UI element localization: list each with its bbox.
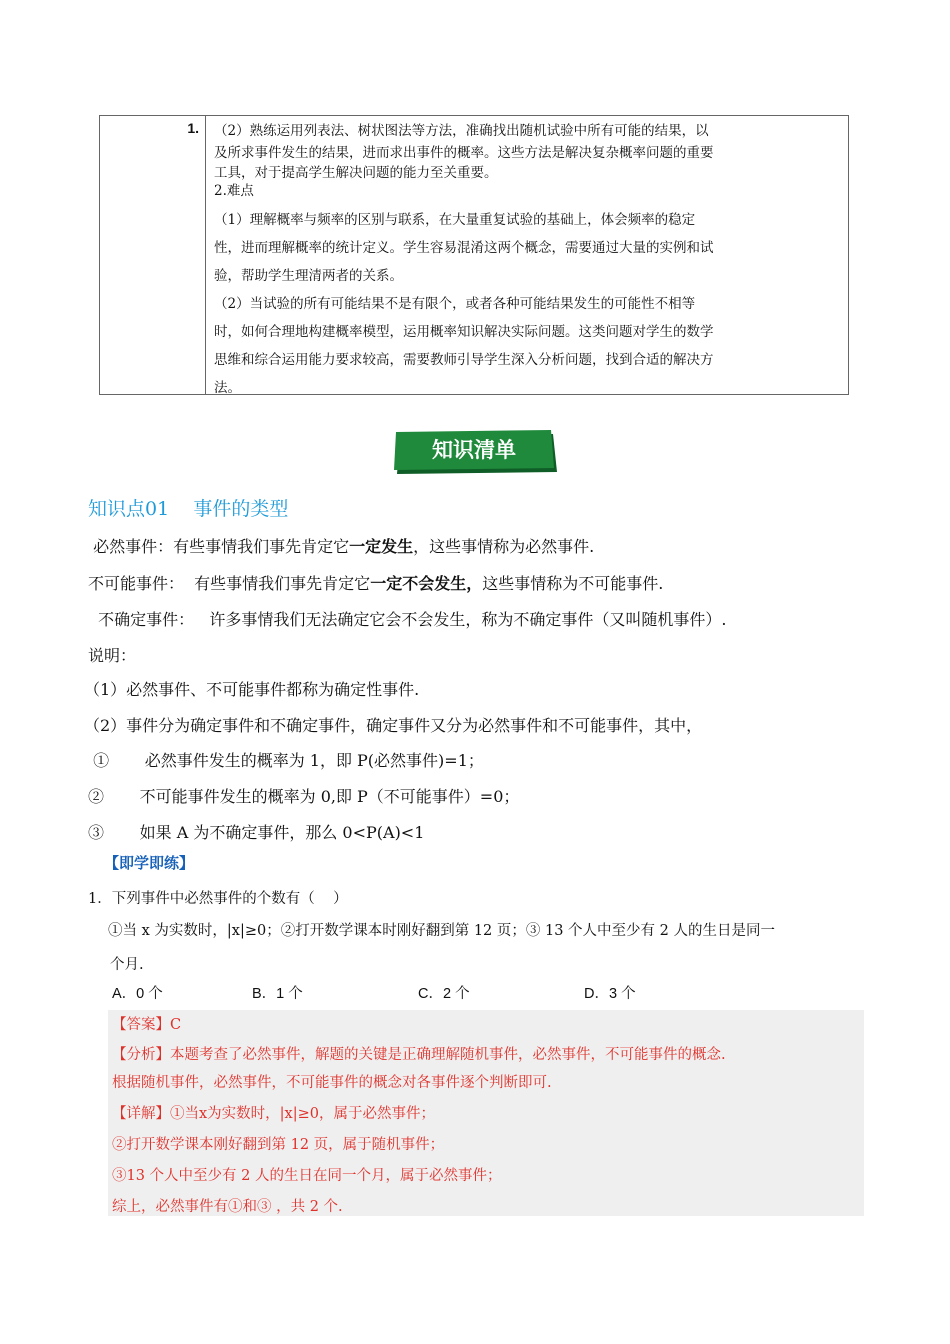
table-line: 思维和综合运用能力要求较高，需要教师引导学生深入分析问题，找到合适的解决方 [214, 352, 714, 368]
analysis-line-2: 根据随机事件，必然事件，不可能事件的概念对各事件逐个判断即可. [112, 1075, 552, 1091]
table-line: 法。 [214, 380, 241, 396]
exercise-label: 【即学即练】 [104, 854, 195, 872]
detail-line-1: 【详解】①当x为实数时，|x|≥0，属于必然事件； [112, 1106, 435, 1122]
content-line-rule-1: ① 必然事件发生的概率为 1，即 P(必然事件)=1； [88, 751, 484, 770]
content-line-impossible: 不可能事件： 有些事情我们事先肯定它一定不会发生，这些事情称为不可能事件. [88, 574, 664, 593]
table-number-cell [100, 116, 206, 394]
objectives-table [99, 115, 849, 395]
section-title: 知识点01 事件的类型 [88, 498, 289, 520]
analysis-line-1: 【分析】本题考查了必然事件，解题的关键是正确理解随机事件，必然事件，不可能事件的概念. [112, 1047, 726, 1063]
question-stem-line-2: 个月. [110, 957, 144, 973]
table-line: （2）当试验的所有可能结果不是有限个，或者各种可能结果发生的可能性不相等 [214, 296, 696, 312]
content-line-uncertain: 不确定事件： 许多事情我们无法确定它会不会发生，称为不确定事件（又叫随机事件）. [88, 610, 727, 629]
question-stem-line-1: ①当 x 为实数时，|x|≥0；②打开数学课本时刚好翻到第 12 页；③ 13 个人中至少有 2 人的生日是同一 [108, 923, 775, 939]
option-b: B．1 个 [252, 986, 303, 1002]
content-line-rule-2: ② 不可能事件发生的概率为 0,即 P（不可能事件）=0； [88, 787, 520, 806]
content-line-note: 说明： [88, 646, 137, 665]
table-line: 及所求事件发生的结果，进而求出事件的概率。这些方法是解决复杂概率问题的重要 [214, 145, 714, 161]
banner-text: 知识清单 [432, 438, 516, 462]
table-content-cell [214, 120, 842, 402]
option-a: A．0 个 [112, 986, 163, 1002]
conclusion-line: 综上，必然事件有①和③ ，共 2 个. [112, 1199, 343, 1215]
content-line-certain: 必然事件：有些事情我们事先肯定它一定发生，这些事情称为必然事件. [88, 537, 595, 556]
content-line-note-2: （2）事件分为确定事件和不确定事件，确定事件又分为必然事件和不可能事件，其中， [84, 716, 703, 735]
detail-line-2: ②打开数学课本刚好翻到第 12 页，属于随机事件； [112, 1137, 445, 1153]
option-c: C．2 个 [418, 986, 470, 1002]
table-line: 时，如何合理地构建概率模型，运用概率知识解决实际问题。这类问题对学生的数学 [214, 324, 714, 340]
table-line: 性，进而理解概率的统计定义。学生容易混淆这两个概念，需要通过大量的实例和试 [214, 240, 714, 256]
table-line: 工具，对于提高学生解决问题的能力至关重要。 [214, 165, 498, 181]
table-line: （1）理解概率与频率的区别与联系，在大量重复试验的基础上，体会频率的稳定 [214, 212, 696, 228]
table-line: 验，帮助学生理清两者的关系。 [214, 268, 403, 284]
content-line-note-1: （1）必然事件、不可能事件都称为确定性事件. [84, 680, 420, 699]
detail-line-3: ③13 个人中至少有 2 人的生日在同一个月，属于必然事件； [112, 1168, 502, 1184]
table-line: 2.难点 [214, 183, 254, 199]
table-line: （2）熟练运用列表法、树状图法等方法，准确找出随机试验中所有可能的结果，以 [214, 123, 709, 139]
content-line-rule-3: ③ 如果 A 为不确定事件，那么 0<P(A)<1 [88, 823, 425, 842]
question-text: 1．下列事件中必然事件的个数有（ ） [88, 891, 348, 907]
option-d: D．3 个 [584, 986, 636, 1002]
table-number: 1. [187, 120, 199, 136]
knowledge-list-banner [394, 430, 559, 478]
answer-label: 【答案】C [112, 1017, 182, 1033]
